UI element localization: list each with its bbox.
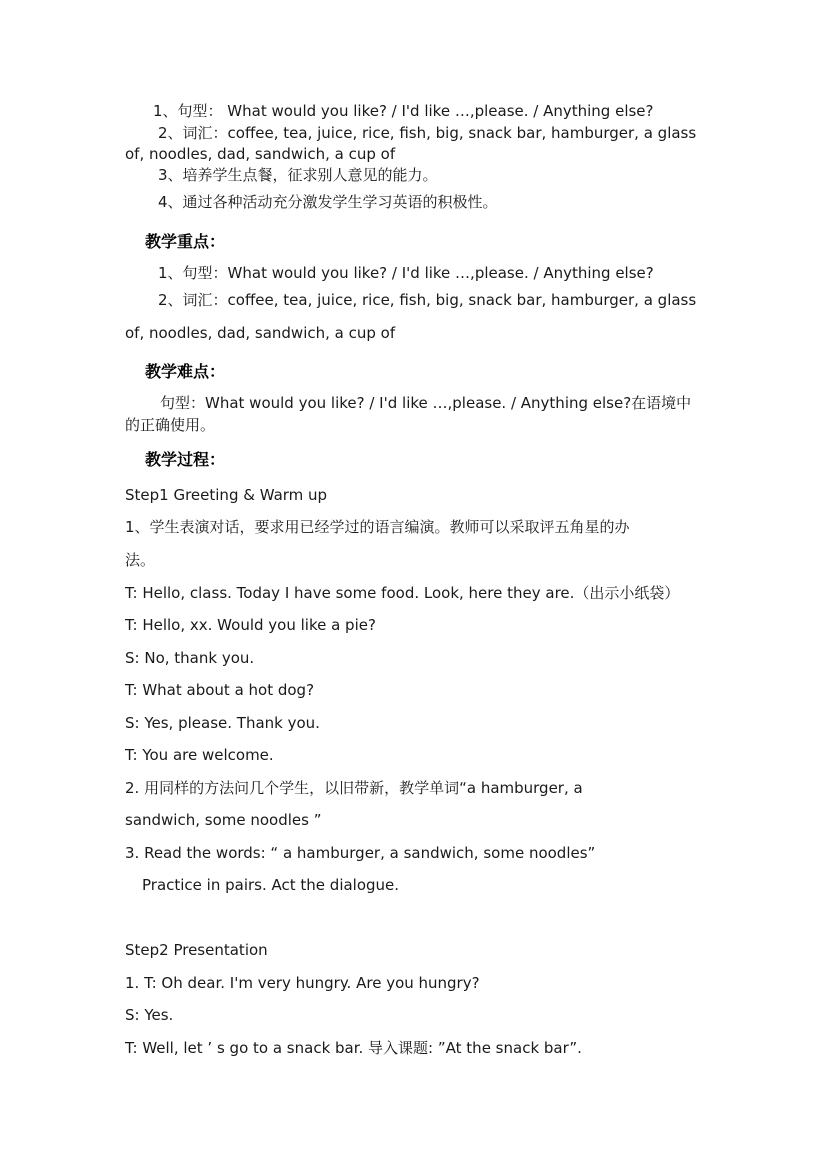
step2-line-2: S: Yes. — [125, 1006, 174, 1024]
step1-line-11: 3. Read the words: “ a hamburger, a sandwich, some noodles” — [125, 844, 596, 862]
key-point-line-2-cont: of, noodles, dad, sandwich, a cup of — [125, 324, 396, 342]
objective-line-2-cont: of, noodles, dad, sandwich, a cup of — [125, 145, 396, 163]
step1-line-8: T: You are welcome. — [125, 746, 274, 764]
step1-line-5: S: No, thank you. — [125, 649, 255, 667]
step1-line-3: T: Hello, class. Today I have some food. Look, here they are.（出示小纸袋） — [125, 584, 680, 602]
step1-line-10: sandwich, some noodles ” — [125, 811, 322, 829]
step1-line-2: 法。 — [125, 551, 156, 569]
key-points-heading: 教学重点： — [145, 232, 226, 251]
difficulty-line-2: 的正确使用。 — [125, 416, 216, 434]
step1-line-6: T: What about a hot dog? — [125, 681, 315, 699]
difficulty-line-1: 句型：What would you like? / I'd like …,please. / Anything else?在语境中 — [160, 394, 692, 412]
step1-line-9: 2. 用同样的方法问几个学生，以旧带新，教学单词“a hamburger, a — [125, 779, 583, 797]
process-heading: 教学过程： — [145, 450, 226, 469]
objective-line-4: 4、通过各种活动充分激发学生学习英语的积极性。 — [158, 193, 498, 211]
step2-line-1: 1. T: Oh dear. I'm very hungry. Are you hungry? — [125, 974, 480, 992]
difficulties-heading: 教学难点： — [145, 362, 226, 381]
objective-line-2: 2、词汇：coffee, tea, juice, rice, fish, big, snack bar, hamburger, a glass — [158, 124, 697, 142]
step1-line-1: 1、学生表演对话，要求用已经学过的语言编演。教师可以采取评五角星的办 — [125, 518, 630, 536]
objective-line-3: 3、培养学生点餐，征求别人意见的能力。 — [158, 166, 438, 184]
step2-line-3: T: Well, let ’ s go to a snack bar. 导入课题: ”At the snack bar”. — [125, 1039, 582, 1057]
step1-line-4: T: Hello, xx. Would you like a pie? — [125, 616, 376, 634]
step1-title: Step1 Greeting & Warm up — [125, 486, 328, 504]
step1-line-7: S: Yes, please. Thank you. — [125, 714, 320, 732]
key-point-line-2: 2、词汇：coffee, tea, juice, rice, fish, big, snack bar, hamburger, a glass — [158, 291, 697, 309]
objective-line-1: 1、句型： What would you like? / I'd like …,please. / Anything else? — [153, 102, 654, 120]
key-point-line-1: 1、句型：What would you like? / I'd like …,please. / Anything else? — [158, 264, 654, 282]
step2-title: Step2 Presentation — [125, 941, 268, 959]
step1-line-12: Practice in pairs. Act the dialogue. — [142, 876, 400, 894]
